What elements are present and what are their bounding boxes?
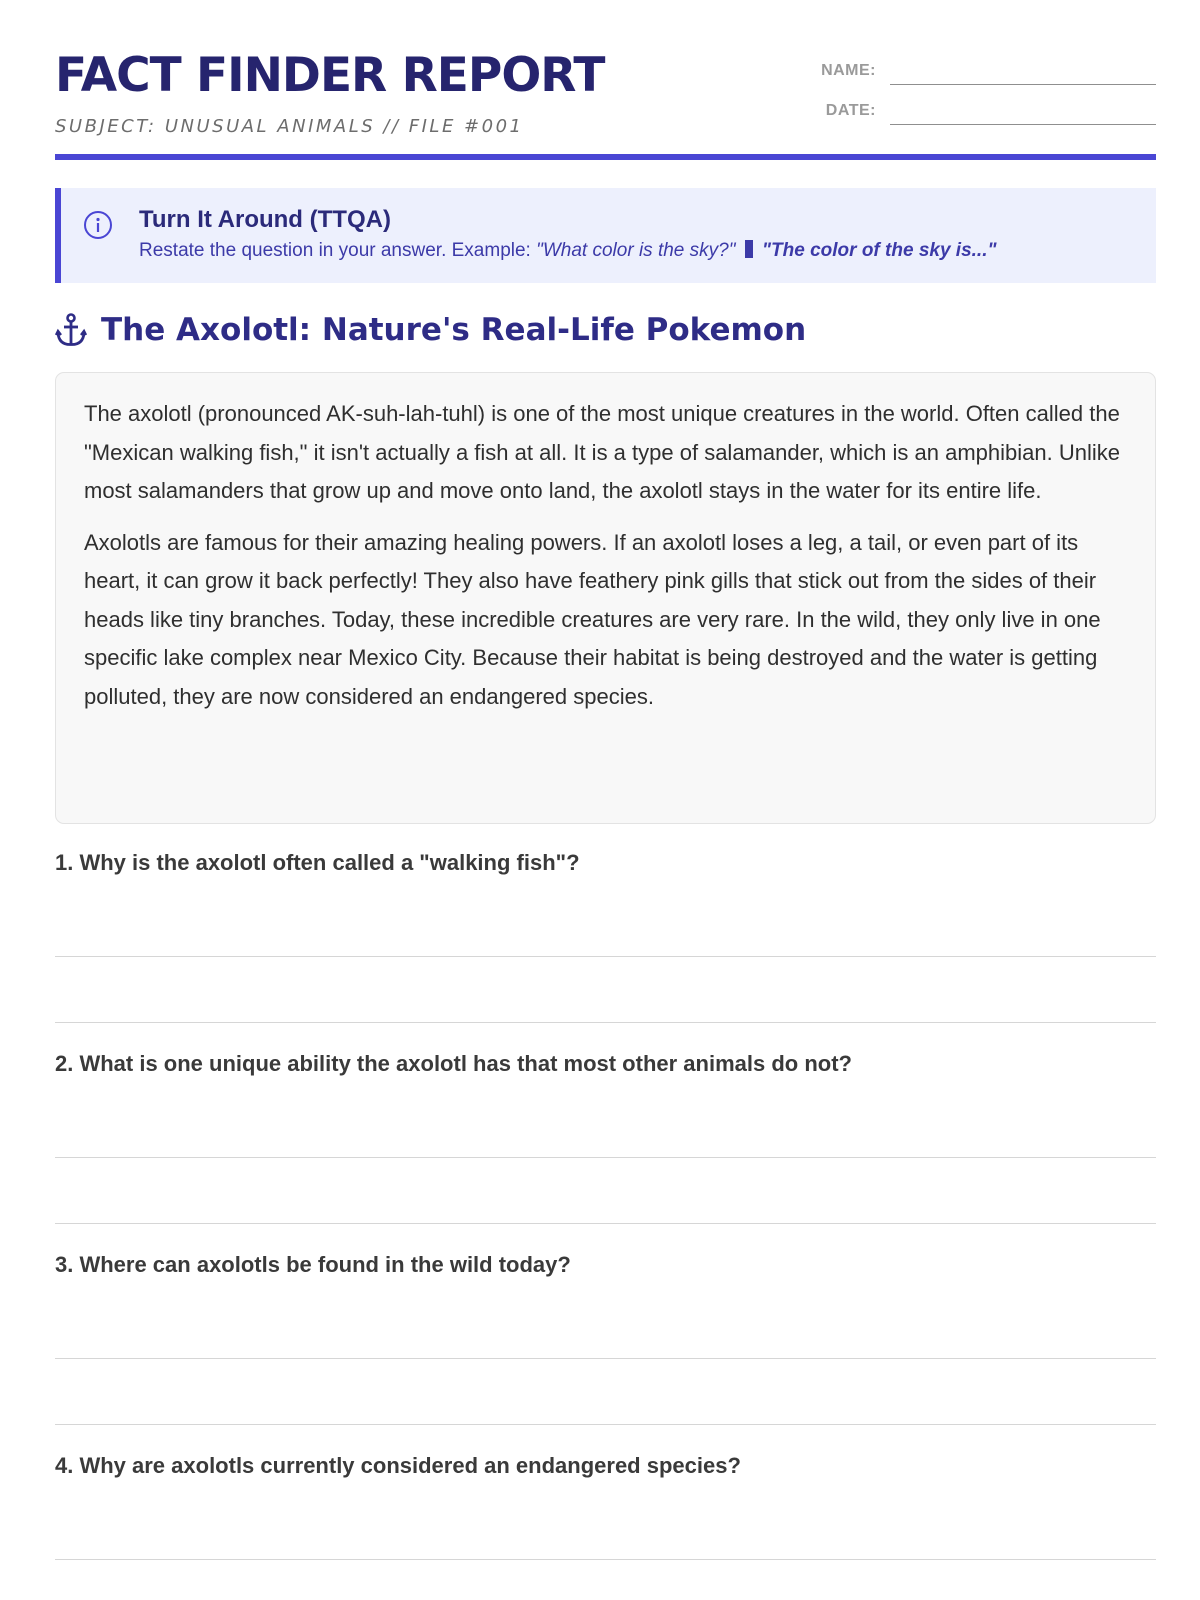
date-row bbox=[816, 98, 1156, 125]
answer-2-line-2[interactable] bbox=[55, 1223, 1156, 1224]
arrow-icon bbox=[745, 240, 753, 258]
question-1-text: 1. Why is the axolotl often called a "walking fish"? bbox=[55, 850, 580, 875]
reading-passage bbox=[55, 372, 1156, 824]
question-2-text: 2. What is one unique ability the axolotl has that most other animals do not? bbox=[55, 1051, 852, 1076]
answer-2-line-1[interactable] bbox=[55, 1157, 1156, 1158]
answer-1-line-2[interactable] bbox=[55, 1022, 1156, 1023]
date-field[interactable] bbox=[890, 98, 1156, 125]
name-field[interactable] bbox=[890, 58, 1156, 85]
anchor-icon bbox=[55, 312, 87, 348]
tip-title: Turn It Around (TTQA) bbox=[139, 206, 391, 233]
question-4-text: 4. Why are axolotls currently considered an endangered species? bbox=[55, 1453, 741, 1478]
worksheet-page bbox=[55, 0, 1156, 1478]
answer-1-line-1[interactable] bbox=[55, 956, 1156, 957]
name-row bbox=[816, 58, 1156, 85]
answer-4-line-1[interactable] bbox=[55, 1559, 1156, 1560]
tip-instruction: Restate the question in your answer. Example: bbox=[139, 240, 531, 261]
answer-3-line-2[interactable] bbox=[55, 1424, 1156, 1425]
passage-paragraph-1: The axolotl (pronounced AK-suh-lah-tuhl) is one of the most unique creatures in the world. Often called the "Mexican walking fish," it isn't actually a fish at all. It is a type of salamander, which is an amphibian. Unlike most salamanders that grow up and move onto land, the axolotl stays in the water for its entire life. bbox=[84, 401, 1120, 503]
tip-example-question: "What color is the sky?" bbox=[536, 240, 736, 261]
page-title: FACT FINDER REPORT bbox=[55, 48, 605, 103]
passage-paragraph-2: Axolotls are famous for their amazing healing powers. If an axolotl loses a leg, a tail, or even part of its heart, it can grow it back perfectly! They also have feathery pink gills that stick out from the sides of their heads like tiny branches. Today, these incredible creatures are very rare. In the wild, they only live in one specific lake complex near Mexico City. Because their habitat is being destroyed and the water is getting polluted, they are now considered an endangered species. bbox=[84, 529, 1101, 709]
question-4 bbox=[55, 1453, 1156, 1479]
question-3 bbox=[55, 1252, 1156, 1278]
question-1 bbox=[55, 850, 1156, 876]
answer-3-line-1[interactable] bbox=[55, 1358, 1156, 1359]
date-label: DATE: bbox=[825, 102, 876, 119]
section-heading bbox=[55, 312, 806, 348]
header-divider bbox=[55, 154, 1156, 160]
question-3-text: 3. Where can axolotls be found in the wild today? bbox=[55, 1252, 571, 1277]
tip-example-answer: "The color of the sky is..." bbox=[762, 240, 997, 261]
question-2 bbox=[55, 1051, 1156, 1077]
name-date-fields bbox=[816, 58, 1156, 138]
report-header bbox=[55, 0, 1156, 160]
tip-text bbox=[139, 240, 997, 262]
info-icon bbox=[83, 210, 113, 240]
page-subtitle: SUBJECT: UNUSUAL ANIMALS // FILE #001 bbox=[55, 116, 524, 137]
tip-box bbox=[55, 188, 1156, 283]
name-label: NAME: bbox=[821, 62, 876, 79]
section-title: The Axolotl: Nature's Real-Life Pokemon bbox=[101, 312, 807, 348]
